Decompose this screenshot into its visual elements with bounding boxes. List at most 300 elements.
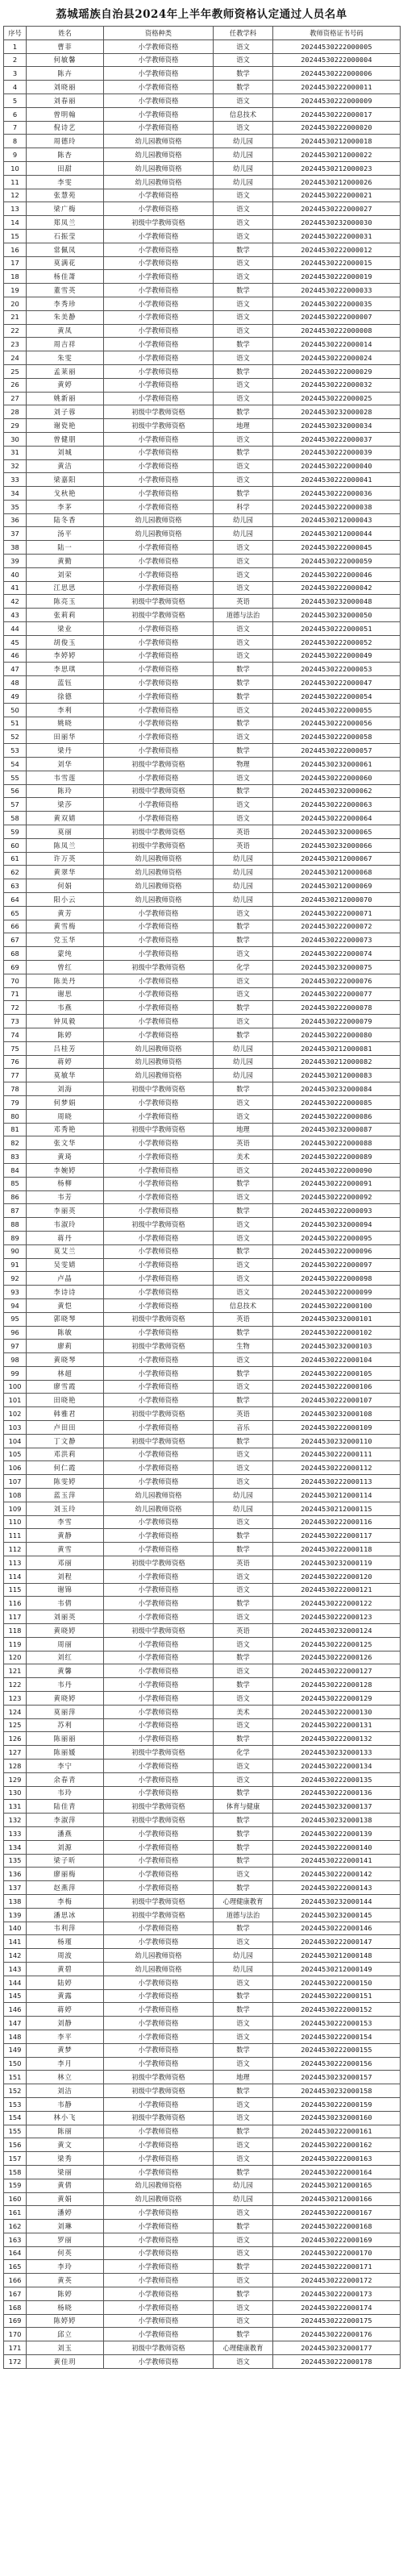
table-row <box>4 351 401 365</box>
qualification-type: 小学教师资格 <box>104 338 214 351</box>
table-row <box>4 1258 401 1272</box>
person-name: 莫满花 <box>27 256 104 270</box>
qualification-type: 小学教师资格 <box>104 649 214 663</box>
certificate-number: 20244530212000018 <box>273 135 401 148</box>
row-number: 135 <box>4 1854 27 1868</box>
person-name: 刘程 <box>27 1569 104 1583</box>
certificate-number: 20244530222000113 <box>273 1475 401 1489</box>
row-number: 160 <box>4 2192 27 2206</box>
row-number: 151 <box>4 2071 27 2084</box>
subject: 音乐 <box>214 1421 273 1435</box>
row-number: 65 <box>4 906 27 920</box>
table-row <box>4 1001 401 1015</box>
person-name: 刘洁 <box>27 2084 104 2098</box>
certificate-number: 20244530222000142 <box>273 1868 401 1881</box>
row-number: 149 <box>4 2043 27 2057</box>
person-name: 韩雅君 <box>27 1407 104 1421</box>
table-row <box>4 649 401 663</box>
subject: 语文 <box>214 1935 273 1949</box>
col-header-name: 姓名 <box>27 27 104 40</box>
subject: 语文 <box>214 1231 273 1244</box>
row-number: 104 <box>4 1434 27 1448</box>
qualification-type: 小学教师资格 <box>104 1976 214 1989</box>
row-number: 170 <box>4 2328 27 2341</box>
person-name: 陆一 <box>27 541 104 555</box>
row-number: 165 <box>4 2260 27 2274</box>
person-name: 廖莉 <box>27 1340 104 1353</box>
certificate-number: 20244530222000090 <box>273 1163 401 1177</box>
certificate-number: 20244530222000029 <box>273 364 401 378</box>
row-number: 62 <box>4 866 27 879</box>
certificate-number: 20244530222000080 <box>273 1028 401 1041</box>
qualification-type: 初级中学教师资格 <box>104 216 214 230</box>
person-name: 李梅 <box>27 1894 104 1908</box>
qualification-type: 小学教师资格 <box>104 1529 214 1543</box>
subject: 幼儿园 <box>214 513 273 527</box>
row-number: 73 <box>4 1015 27 1028</box>
qualification-type: 幼儿园教师资格 <box>104 513 214 527</box>
qualification-type: 小学教师资格 <box>104 2274 214 2287</box>
subject: 语文 <box>214 1109 273 1123</box>
subject: 英语 <box>214 838 273 852</box>
qualification-type: 小学教师资格 <box>104 1177 214 1190</box>
certificate-number: 20244530222000036 <box>273 487 401 501</box>
table-row <box>4 1489 401 1502</box>
table-row <box>4 1015 401 1028</box>
qualification-type: 小学教师资格 <box>104 663 214 676</box>
certificate-number: 20244530222000024 <box>273 351 401 365</box>
qualification-type: 小学教师资格 <box>104 1772 214 1786</box>
qualification-type: 小学教师资格 <box>104 392 214 405</box>
row-number: 7 <box>4 121 27 135</box>
certificate-number: 20244530212000082 <box>273 1055 401 1069</box>
subject: 语文 <box>214 121 273 135</box>
row-number: 35 <box>4 500 27 513</box>
person-name: 田晓艳 <box>27 1394 104 1407</box>
certificate-number: 20244530222000076 <box>273 974 401 987</box>
person-name: 杨佳萧 <box>27 270 104 284</box>
certificate-number: 20244530222000078 <box>273 1001 401 1015</box>
table-row <box>4 1163 401 1177</box>
certificate-number: 20244530222000017 <box>273 107 401 121</box>
certificate-number: 20244530222000063 <box>273 798 401 812</box>
row-number: 59 <box>4 825 27 839</box>
qualification-type: 小学教师资格 <box>104 1109 214 1123</box>
qualification-type: 小学教师资格 <box>104 256 214 270</box>
qualification-type: 小学教师资格 <box>104 920 214 933</box>
certificate-number: 20244530222000005 <box>273 39 401 53</box>
qualification-type: 小学教师资格 <box>104 2206 214 2220</box>
certificate-number: 20244530212000149 <box>273 1962 401 1976</box>
subject: 语文 <box>214 649 273 663</box>
certificate-number: 20244530222000129 <box>273 1692 401 1706</box>
subject: 语文 <box>214 310 273 324</box>
row-number: 27 <box>4 392 27 405</box>
certificate-number: 20244530222000042 <box>273 581 401 595</box>
row-number: 114 <box>4 1569 27 1583</box>
table-row <box>4 2355 401 2369</box>
table-row <box>4 581 401 595</box>
qualification-type: 小学教师资格 <box>104 324 214 338</box>
row-number: 102 <box>4 1407 27 1421</box>
row-number: 145 <box>4 1989 27 2003</box>
person-name: 阳小云 <box>27 893 104 907</box>
table-row <box>4 1854 401 1868</box>
subject: 幼儿园 <box>214 2192 273 2206</box>
certificate-number: 20244530222000171 <box>273 2260 401 2274</box>
certificate-number: 20244530222000154 <box>273 2030 401 2043</box>
certificate-number: 20244530222000161 <box>273 2125 401 2138</box>
qualification-type: 小学教师资格 <box>104 500 214 513</box>
qualification-type: 幼儿园教师资格 <box>104 1041 214 1055</box>
table-row <box>4 121 401 135</box>
table-row <box>4 459 401 473</box>
table-row <box>4 1772 401 1786</box>
qualification-type: 幼儿园教师资格 <box>104 161 214 175</box>
person-name: 黄文 <box>27 2138 104 2152</box>
subject: 数学 <box>214 1177 273 1190</box>
row-number: 94 <box>4 1298 27 1312</box>
person-name: 梁秀 <box>27 2152 104 2166</box>
table-row <box>4 1082 401 1096</box>
qualification-type: 小学教师资格 <box>104 2260 214 2274</box>
table-row <box>4 53 401 67</box>
row-number: 101 <box>4 1394 27 1407</box>
row-number: 125 <box>4 1718 27 1732</box>
subject: 语文 <box>214 1286 273 1299</box>
person-name: 曾明翰 <box>27 107 104 121</box>
row-number: 79 <box>4 1095 27 1109</box>
subject: 英语 <box>214 1136 273 1150</box>
row-number: 147 <box>4 2017 27 2030</box>
person-name: 何敏馨 <box>27 53 104 67</box>
certificate-number: 20244530212000148 <box>273 1949 401 1963</box>
certificate-number: 20244530222000173 <box>273 2287 401 2301</box>
qualification-type: 小学教师资格 <box>104 1353 214 1367</box>
subject: 幼儿园 <box>214 1949 273 1963</box>
person-name: 陆婷 <box>27 1976 104 1989</box>
certificate-number: 20244530232000145 <box>273 1908 401 1922</box>
table-row <box>4 1610 401 1624</box>
certificate-number: 20244530222000015 <box>273 256 401 270</box>
qualification-type: 小学教师资格 <box>104 2017 214 2030</box>
certificate-number: 20244530222000123 <box>273 1610 401 1624</box>
certificate-number: 20244530222000004 <box>273 53 401 67</box>
person-name: 黄双婧 <box>27 812 104 825</box>
certificate-number: 20244530222000035 <box>273 297 401 310</box>
certificate-number: 20244530222000162 <box>273 2138 401 2152</box>
table-row <box>4 419 401 433</box>
qualification-type: 小学教师资格 <box>104 1597 214 1610</box>
table-row <box>4 2233 401 2246</box>
table-row <box>4 1556 401 1570</box>
subject: 语文 <box>214 1163 273 1177</box>
certificate-number: 20244530222000089 <box>273 1150 401 1164</box>
subject: 语文 <box>214 581 273 595</box>
person-name: 陆冬香 <box>27 513 104 527</box>
subject: 语文 <box>214 39 273 53</box>
row-number: 122 <box>4 1678 27 1692</box>
row-number: 161 <box>4 2206 27 2220</box>
qualification-type: 幼儿园教师资格 <box>104 1962 214 1976</box>
col-header-qualification-type: 资格种类 <box>104 27 214 40</box>
qualification-type: 小学教师资格 <box>104 1461 214 1475</box>
qualification-type: 小学教师资格 <box>104 622 214 636</box>
person-name: 黄晓婷 <box>27 1692 104 1706</box>
table-row <box>4 825 401 839</box>
person-name: 吕桂芳 <box>27 1041 104 1055</box>
qualification-type: 小学教师资格 <box>104 1637 214 1651</box>
subject: 幼儿园 <box>214 135 273 148</box>
person-name: 郭晓琴 <box>27 1312 104 1326</box>
qualification-type: 小学教师资格 <box>104 2152 214 2166</box>
qualification-type: 小学教师资格 <box>104 2057 214 2071</box>
subject: 语文 <box>214 1868 273 1881</box>
qualification-type: 初级中学教师资格 <box>104 595 214 609</box>
table-row <box>4 1218 401 1232</box>
subject: 数学 <box>214 1326 273 1340</box>
table-row <box>4 1664 401 1678</box>
certificate-number: 20244530222000159 <box>273 2097 401 2111</box>
table-row <box>4 758 401 771</box>
person-name: 李秀珍 <box>27 297 104 310</box>
certificate-number: 20244530222000147 <box>273 1935 401 1949</box>
person-name: 李利 <box>27 703 104 717</box>
subject: 数学 <box>214 1881 273 1895</box>
table-row <box>4 1340 401 1353</box>
table-row <box>4 2341 401 2355</box>
person-name: 蓝钰 <box>27 676 104 690</box>
person-name: 何仁霞 <box>27 1461 104 1475</box>
subject: 幼儿园 <box>214 1055 273 1069</box>
table-row <box>4 1678 401 1692</box>
table-row <box>4 717 401 730</box>
person-name: 卢田田 <box>27 1421 104 1435</box>
qualification-type: 小学教师资格 <box>104 270 214 284</box>
qualification-type: 幼儿园教师资格 <box>104 879 214 893</box>
subject: 美术 <box>214 1705 273 1718</box>
qualification-type: 小学教师资格 <box>104 1868 214 1881</box>
table-row <box>4 256 401 270</box>
row-number: 128 <box>4 1760 27 1773</box>
person-name: 李茅 <box>27 500 104 513</box>
subject: 语文 <box>214 1976 273 1989</box>
row-number: 108 <box>4 1489 27 1502</box>
row-number: 140 <box>4 1922 27 1935</box>
subject: 道德与法治 <box>214 609 273 622</box>
qualification-type: 小学教师资格 <box>104 567 214 581</box>
qualification-type: 初级中学教师资格 <box>104 1800 214 1814</box>
qualification-type: 小学教师资格 <box>104 53 214 67</box>
person-name: 张莉莉 <box>27 609 104 622</box>
person-name: 丁文静 <box>27 1434 104 1448</box>
table-row <box>4 1394 401 1407</box>
table-row <box>4 1840 401 1854</box>
table-row <box>4 446 401 459</box>
qualification-type: 小学教师资格 <box>104 1826 214 1840</box>
certificate-number: 20244530232000137 <box>273 1800 401 1814</box>
table-row <box>4 270 401 284</box>
certificate-number: 20244530222000136 <box>273 1786 401 1800</box>
table-row <box>4 703 401 717</box>
person-name: 韦玲 <box>27 1786 104 1800</box>
certificate-number: 20244530232000133 <box>273 1746 401 1760</box>
table-row <box>4 202 401 216</box>
qualification-type: 幼儿园教师资格 <box>104 1949 214 1963</box>
certificate-number: 20244530232000160 <box>273 2111 401 2125</box>
row-number: 157 <box>4 2152 27 2166</box>
table-row <box>4 974 401 987</box>
table-row <box>4 107 401 121</box>
person-name: 常佩凤 <box>27 243 104 256</box>
table-row <box>4 405 401 419</box>
row-number: 5 <box>4 93 27 107</box>
certificate-number: 20244530222000051 <box>273 622 401 636</box>
table-row <box>4 2192 401 2206</box>
subject: 语文 <box>214 1475 273 1489</box>
row-number: 169 <box>4 2314 27 2328</box>
person-name: 李丽英 <box>27 1204 104 1218</box>
table-row <box>4 1894 401 1908</box>
qualification-type: 初级中学教师资格 <box>104 1434 214 1448</box>
qualification-type: 小学教师资格 <box>104 1922 214 1935</box>
subject: 幼儿园 <box>214 148 273 162</box>
table-row <box>4 595 401 609</box>
table-row <box>4 1190 401 1204</box>
person-name: 刘荣 <box>27 567 104 581</box>
table-row <box>4 1583 401 1597</box>
row-number: 166 <box>4 2274 27 2287</box>
certificate-number: 20244530222000164 <box>273 2165 401 2179</box>
person-name: 邱立 <box>27 2328 104 2341</box>
table-row <box>4 1908 401 1922</box>
person-name: 莫敏华 <box>27 1069 104 1082</box>
row-number: 92 <box>4 1272 27 1286</box>
table-row <box>4 2003 401 2017</box>
table-row <box>4 1962 401 1976</box>
person-name: 刘城 <box>27 446 104 459</box>
row-number: 106 <box>4 1461 27 1475</box>
table-row <box>4 284 401 297</box>
person-name: 黄翠华 <box>27 866 104 879</box>
certificate-number: 20244530222000152 <box>273 2003 401 2017</box>
subject: 幼儿园 <box>214 1041 273 1055</box>
row-number: 24 <box>4 351 27 365</box>
table-row <box>4 93 401 107</box>
person-name: 黄勤 <box>27 555 104 568</box>
row-number: 84 <box>4 1163 27 1177</box>
qualification-type: 小学教师资格 <box>104 202 214 216</box>
row-number: 71 <box>4 987 27 1001</box>
subject: 语文 <box>214 229 273 243</box>
subject: 语文 <box>214 2233 273 2246</box>
row-number: 97 <box>4 1340 27 1353</box>
person-name: 曾红 <box>27 960 104 974</box>
row-number: 14 <box>4 216 27 230</box>
table-row <box>4 2057 401 2071</box>
table-row <box>4 866 401 879</box>
certificate-number: 20244530222000033 <box>273 284 401 297</box>
subject: 数学 <box>214 717 273 730</box>
qualification-type: 小学教师资格 <box>104 1840 214 1854</box>
qualification-type: 小学教师资格 <box>104 446 214 459</box>
qualification-type: 小学教师资格 <box>104 812 214 825</box>
person-name: 李诗诗 <box>27 1286 104 1299</box>
table-row <box>4 1475 401 1489</box>
certificate-number: 20244530212000165 <box>273 2179 401 2192</box>
qualification-type: 小学教师资格 <box>104 1163 214 1177</box>
certificate-number: 20244530222000072 <box>273 920 401 933</box>
person-name: 邓洪莉 <box>27 1448 104 1461</box>
person-name: 姚新丽 <box>27 392 104 405</box>
certificate-number: 20244530222000128 <box>273 1678 401 1692</box>
person-name: 刘琳 <box>27 2220 104 2233</box>
subject: 道德与法治 <box>214 1908 273 1922</box>
table-row <box>4 1705 401 1718</box>
certificate-number: 20244530212000081 <box>273 1041 401 1055</box>
person-name: 潘燕 <box>27 1826 104 1840</box>
row-number: 142 <box>4 1949 27 1963</box>
person-name: 周吉祥 <box>27 338 104 351</box>
person-name: 黄佳玥 <box>27 2355 104 2369</box>
table-row <box>4 527 401 541</box>
certificate-number: 20244530222000100 <box>273 1298 401 1312</box>
row-number: 50 <box>4 703 27 717</box>
subject: 语文 <box>214 1637 273 1651</box>
row-number: 120 <box>4 1651 27 1664</box>
person-name: 李雪 <box>27 1515 104 1529</box>
certificate-number: 20244530222000020 <box>273 121 401 135</box>
qualification-type: 小学教师资格 <box>104 717 214 730</box>
subject: 语文 <box>214 2314 273 2328</box>
subject: 语文 <box>214 622 273 636</box>
certificate-number: 20244530222000037 <box>273 432 401 446</box>
subject: 数学 <box>214 663 273 676</box>
certificate-number: 20244530232000108 <box>273 1407 401 1421</box>
table-row <box>4 635 401 649</box>
table-row <box>4 2071 401 2084</box>
certificate-number: 20244530212000043 <box>273 513 401 527</box>
subject: 语文 <box>214 635 273 649</box>
subject: 语文 <box>214 730 273 744</box>
person-name: 曾健朋 <box>27 432 104 446</box>
row-number: 156 <box>4 2138 27 2152</box>
certificate-number: 20244530222000139 <box>273 1826 401 1840</box>
person-name: 韦淑玲 <box>27 1218 104 1232</box>
table-row <box>4 1651 401 1664</box>
row-number: 74 <box>4 1028 27 1041</box>
table-row <box>4 364 401 378</box>
certificate-number: 20244530222000074 <box>273 947 401 961</box>
table-row <box>4 2246 401 2260</box>
subject: 语文 <box>214 378 273 392</box>
row-number: 150 <box>4 2057 27 2071</box>
qualification-type: 初级中学教师资格 <box>104 1624 214 1638</box>
qualification-type: 小学教师资格 <box>104 1380 214 1394</box>
qualification-type: 初级中学教师资格 <box>104 758 214 771</box>
certificate-number: 20244530222000170 <box>273 2246 401 2260</box>
subject: 语文 <box>214 392 273 405</box>
row-number: 123 <box>4 1692 27 1706</box>
table-row <box>4 1380 401 1394</box>
certificate-number: 20244530222000014 <box>273 338 401 351</box>
person-name: 林超 <box>27 1366 104 1380</box>
row-number: 31 <box>4 446 27 459</box>
person-name: 石振莹 <box>27 229 104 243</box>
subject: 科学 <box>214 500 273 513</box>
row-number: 87 <box>4 1204 27 1218</box>
person-name: 黄露 <box>27 1989 104 2003</box>
